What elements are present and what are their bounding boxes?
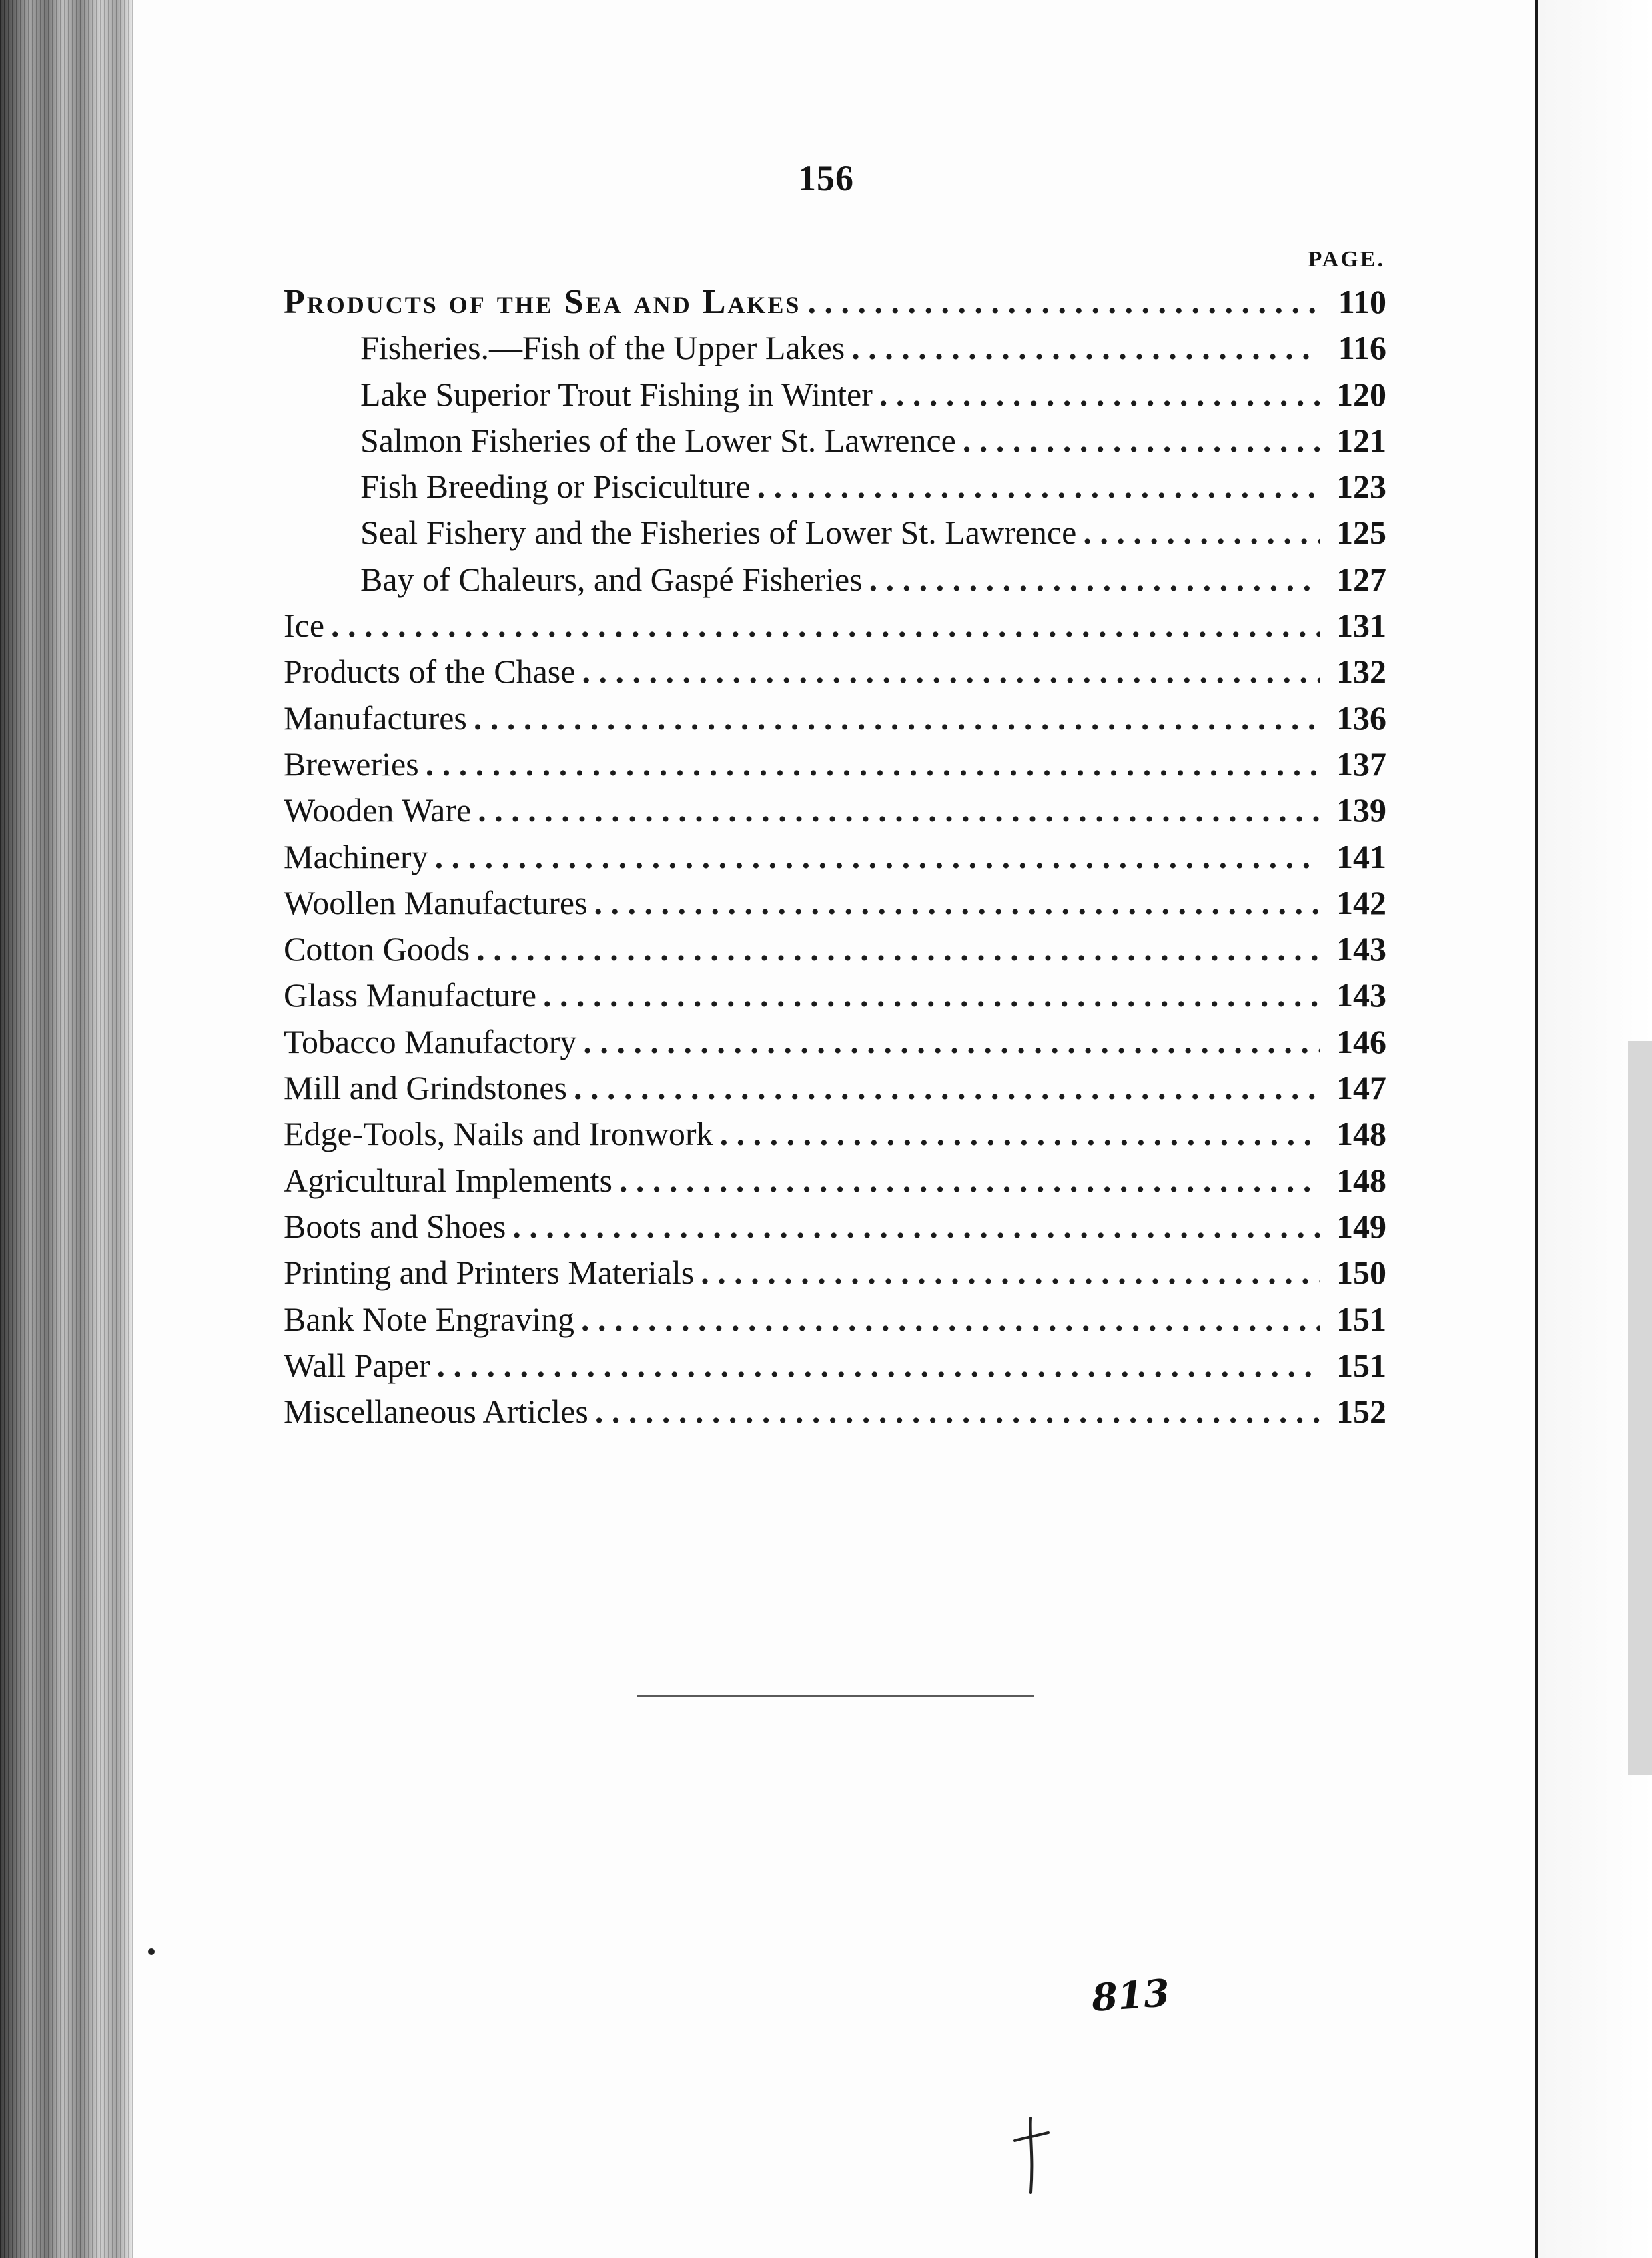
- toc-dot-leader: [1083, 510, 1320, 556]
- ink-dot: [148, 1948, 155, 1955]
- toc-entry-page: 131: [1336, 607, 1386, 645]
- toc-entry: [284, 834, 1386, 880]
- toc-dot-leader: [720, 1111, 1320, 1157]
- toc-entry: [284, 695, 1386, 741]
- toc-dot-leader: [757, 464, 1320, 510]
- toc-entry-title: Fisheries.—Fish of the Upper Lakes: [360, 329, 845, 367]
- toc-entry: [284, 1296, 1386, 1343]
- toc-dot-leader: [331, 603, 1320, 649]
- toc-entry-title: Breweries: [284, 745, 419, 783]
- toc-entry-title: Agricultural Implements: [284, 1161, 612, 1199]
- toc-entry-page: 132: [1336, 653, 1386, 691]
- facing-page-shadow: [1628, 1041, 1652, 1775]
- toc-entry: [284, 1065, 1386, 1111]
- toc-entry: [284, 372, 1386, 418]
- toc-entry-title: Boots and Shoes: [284, 1207, 506, 1245]
- toc-entry-title: Bay of Chaleurs, and Gaspé Fisheries: [360, 560, 863, 598]
- toc-dot-leader: [474, 695, 1320, 741]
- toc-entry-page: 136: [1336, 699, 1386, 737]
- toc-entry: [284, 926, 1386, 972]
- toc-entry: [284, 1204, 1386, 1250]
- toc-entry-title: Products of the Sea and Lakes: [284, 283, 801, 321]
- toc-entry-title: Cotton Goods: [284, 930, 470, 968]
- toc-entry-title: Woollen Manufactures: [284, 883, 588, 921]
- toc-entry-page: 151: [1336, 1300, 1386, 1338]
- toc-dot-leader: [478, 787, 1320, 833]
- toc-entry-title: Bank Note Engraving: [284, 1300, 575, 1338]
- handwritten-note: 813: [1090, 1971, 1172, 2020]
- toc-entry-title: Fish Breeding or Pisciculture: [360, 468, 751, 506]
- toc-entry: [284, 325, 1386, 371]
- toc-entry-title: Tobacco Manufactory: [284, 1022, 577, 1060]
- toc-entry: [284, 1158, 1386, 1204]
- toc-entry: [284, 1111, 1386, 1157]
- toc-entry-page: 123: [1336, 468, 1386, 506]
- page-edge-line: [1535, 0, 1538, 2258]
- toc-entry-title: Products of the Chase: [284, 653, 576, 691]
- toc-dot-leader: [582, 649, 1320, 695]
- toc-entry: [284, 279, 1386, 325]
- toc-entry-title: Seal Fishery and the Fisheries of Lower St. Lawrence: [360, 514, 1077, 552]
- toc-dot-leader: [879, 372, 1320, 418]
- toc-entry-page: 148: [1336, 1161, 1386, 1199]
- toc-entry-page: 110: [1338, 283, 1386, 320]
- toc-entry-title: Manufactures: [284, 699, 467, 737]
- toc-entry: [284, 556, 1386, 603]
- toc-entry-title: Miscellaneous Articles: [284, 1393, 588, 1431]
- toc-entry-title: Printing and Printers Materials: [284, 1254, 695, 1292]
- toc-entry-page: 151: [1336, 1346, 1386, 1384]
- toc-entry-page: 116: [1338, 329, 1386, 367]
- toc-dot-leader: [595, 1389, 1320, 1435]
- toc-entry-page: 137: [1336, 745, 1386, 783]
- toc-entry-page: 120: [1336, 375, 1386, 413]
- page-column-heading: PAGE.: [1308, 247, 1385, 272]
- toc-entry-title: Ice: [284, 607, 325, 645]
- toc-entry-page: 127: [1336, 560, 1386, 598]
- toc-dot-leader: [437, 1343, 1320, 1389]
- toc-entry-page: 152: [1336, 1393, 1386, 1431]
- toc-dot-leader: [583, 1019, 1320, 1065]
- toc-entry: [284, 1019, 1386, 1065]
- toc-entry: [284, 880, 1386, 926]
- toc-entry-title: Wooden Ware: [284, 791, 472, 829]
- toc-entry-title: Mill and Grindstones: [284, 1069, 567, 1107]
- toc-dot-leader: [594, 880, 1320, 926]
- toc-entry: [284, 464, 1386, 510]
- toc-dot-leader: [619, 1158, 1320, 1204]
- toc-entry-page: 125: [1336, 514, 1386, 552]
- toc-entry-page: 147: [1336, 1069, 1386, 1107]
- toc-dot-leader: [435, 834, 1320, 880]
- toc-dot-leader: [574, 1065, 1320, 1111]
- toc-entry: [284, 787, 1386, 833]
- toc-entry-title: Wall Paper: [284, 1346, 430, 1384]
- toc-entry-page: 142: [1336, 883, 1386, 921]
- toc-dot-leader: [512, 1204, 1320, 1250]
- toc-entry-title: Lake Superior Trout Fishing in Winter: [360, 375, 873, 413]
- toc-dot-leader: [869, 556, 1320, 603]
- toc-entry-title: Edge-Tools, Nails and Ironwork: [284, 1115, 713, 1153]
- toc-entry-page: 148: [1336, 1115, 1386, 1153]
- toc-entry-title: Glass Manufacture: [284, 976, 537, 1014]
- toc-entry-page: 143: [1336, 976, 1386, 1014]
- toc-entry-title: Machinery: [284, 837, 428, 875]
- toc-dot-leader: [426, 741, 1320, 787]
- horizontal-rule: [637, 1695, 1034, 1697]
- page-number: 156: [798, 158, 854, 198]
- toc-entry: [284, 741, 1386, 787]
- toc-entry: [284, 1343, 1386, 1389]
- toc-dot-leader: [543, 972, 1320, 1018]
- toc-entry: [284, 649, 1386, 695]
- toc-entry: [284, 510, 1386, 556]
- toc-dot-leader: [851, 325, 1320, 371]
- toc-entry: [284, 1389, 1386, 1435]
- book-gutter: [0, 0, 133, 2258]
- toc-entry-page: 146: [1336, 1022, 1386, 1060]
- toc-entry-page: 143: [1336, 930, 1386, 968]
- pencil-cross-mark: [1011, 2115, 1051, 2195]
- toc-entry-page: 121: [1336, 421, 1386, 459]
- toc-entry: [284, 603, 1386, 649]
- toc-dot-leader: [963, 418, 1320, 464]
- table-of-contents: [284, 279, 1386, 1435]
- toc-entry-title: Salmon Fisheries of the Lower St. Lawrence: [360, 421, 956, 459]
- toc-entry-page: 150: [1336, 1254, 1386, 1292]
- toc-entry-page: 141: [1336, 837, 1386, 875]
- toc-entry-page: 139: [1336, 791, 1386, 829]
- toc-dot-leader: [476, 926, 1320, 972]
- toc-dot-leader: [581, 1296, 1320, 1343]
- toc-dot-leader: [807, 279, 1320, 325]
- toc-entry-page: 149: [1336, 1207, 1386, 1245]
- toc-dot-leader: [701, 1250, 1320, 1296]
- toc-entry: [284, 418, 1386, 464]
- toc-entry: [284, 972, 1386, 1018]
- toc-entry: [284, 1250, 1386, 1296]
